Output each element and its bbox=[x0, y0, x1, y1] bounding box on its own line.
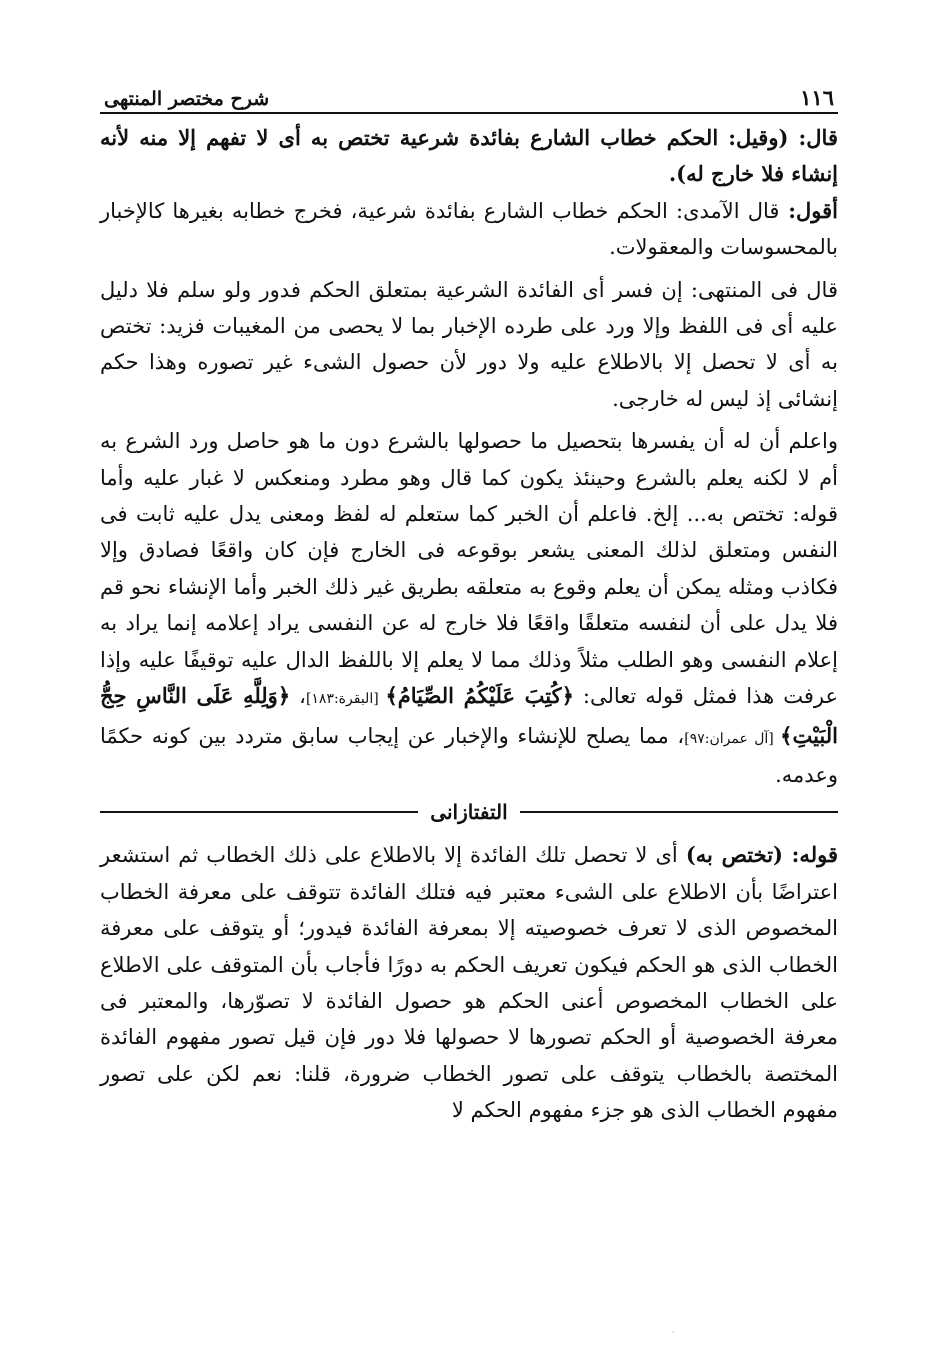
page-number: ١١٦ bbox=[800, 85, 834, 110]
paragraph-text: ، مما يصلح للإنشاء والإخبار عن إيجاب سابق متردد بين كونه حكمًا وعدمه. bbox=[100, 723, 838, 787]
verse-reference: [البقرة:١٨٣] bbox=[305, 691, 386, 708]
commentary-separator bbox=[100, 797, 838, 827]
his-saying-label: قوله: bbox=[782, 842, 838, 868]
paragraph-text: قال الآمدى: الحكم خطاب الشارع بفائدة شرعية، فخرج خطابه بغيرها كالإخبار بالمحسوسات والمعقولات. bbox=[100, 198, 838, 260]
punctuation: ، bbox=[290, 684, 306, 709]
commentator-name: التفتازانى bbox=[430, 800, 508, 825]
main-text-paragraph bbox=[100, 423, 838, 793]
main-text-paragraph bbox=[100, 193, 838, 266]
quoted-text: (وقيل: الحكم خطاب الشارع بفائدة شرعية تختص به أى لا تفهم إلا منه لأنه إنشاء فلا خارج له). bbox=[100, 125, 838, 187]
quran-verse: ﴿وَلِلَّهِ عَلَى النَّاسِ حِجُّ الْبَيْتِ﴾ bbox=[100, 683, 839, 748]
paragraph-text: واعلم أن له أن يفسرها بتحصيل ما حصولها بالشرع دون ما هو حاصل ورد الشرع به أم لا لكنه يعلم بالشرع وحينئذ يكون كما قال وهو مطرد ومنعكس لا غبار عليه وأما قوله: تختص به... إلخ. فاعلم أن الخبر كما ستعلم له لفظ ومعنى يدل عليه ثابت فى النفس ومتعلق لذلك المعنى يشعر بوقوعه فى الخارج فإن كان واقعًا فصادق وإلا فكاذب ومثله يمكن أن يعلم وقوع به متعلقه بطريق غير ذلك الخبر وأما الإنشاء نحو قم فلا يدل على أن لنفسه متعلقًا واقعًا فلا خارج له عن النفسى يراد إعلامه إنما يراد به إعلام النفسى وهو الطلب مثلاً وذلك مما لا يعلم إلا باللفظ الدال عليه توقيفًا عليه وإذا عرفت هذا فمثل قوله تعالى: bbox=[100, 429, 838, 709]
quoted-phrase: (تختص به) bbox=[685, 842, 783, 868]
main-text-paragraph bbox=[100, 272, 838, 418]
book-title: شرح مختصر المنتهى bbox=[104, 88, 270, 110]
paragraph-text: أى لا تحصل تلك الفائدة إلا بالاطلاع على ذلك الخطاب ثم استشعر اعتراضًا بأن الاطلاع على الشىء معتبر فيه فتلك الفائدة تتوقف على معرفة الخطاب المخصوص الذى لا تعرف خصوصيته إلا بمعرفة الفائدة فيدور؛ أو يتوقف على معرفة الخطاب الذى هو الحكم فيكون تعريف الحكم به دورًا فأجاب بأن المتوقف على الاطلاع على الخطاب المخصوص أعنى الحكم هو حصول الفائدة لا تصوّرها، والمعتبر فى معرفة الخصوصية أو الحكم تصورها لا حصولها فلا دور فإن قيل تصور مفهوم الفائدة المختصة بالخطاب يتوقف على تصور الخطاب ضرورة، قلنا: نعم لكن على تصور مفهوم الخطاب الذى هو جزء مفهوم الحكم لا bbox=[100, 843, 838, 1123]
verse-reference: [آل عمران:٩٧] bbox=[684, 730, 781, 747]
commentary-paragraph bbox=[100, 837, 838, 1128]
scan-mark: · bbox=[672, 1328, 675, 1337]
page-header bbox=[100, 78, 838, 114]
separator-line bbox=[100, 811, 418, 813]
paragraph-text: قال فى المنتهى: إن فسر أى الفائدة الشرعية بمتعلق الحكم فدور ولو سلم فلا دليل عليه أى فى اللفظ وإلا ورد على طرده الإخبار بما لا يحصى من المغيبات فزيد: تختص به أى لا تحصل إلا بالاطلاع عليه ولا دور لأن حصول الشىء غير تصوره وهذا حكم إنشائى إذ ليس له خارجى. bbox=[100, 277, 838, 411]
said-label: قال: bbox=[788, 125, 838, 150]
separator-line bbox=[520, 811, 838, 813]
main-text-paragraph bbox=[100, 120, 838, 193]
i-say-label: أقول: bbox=[779, 197, 838, 223]
quran-verse: ﴿كُتِبَ عَلَيْكُمُ الصِّيَامُ﴾ bbox=[385, 683, 574, 709]
